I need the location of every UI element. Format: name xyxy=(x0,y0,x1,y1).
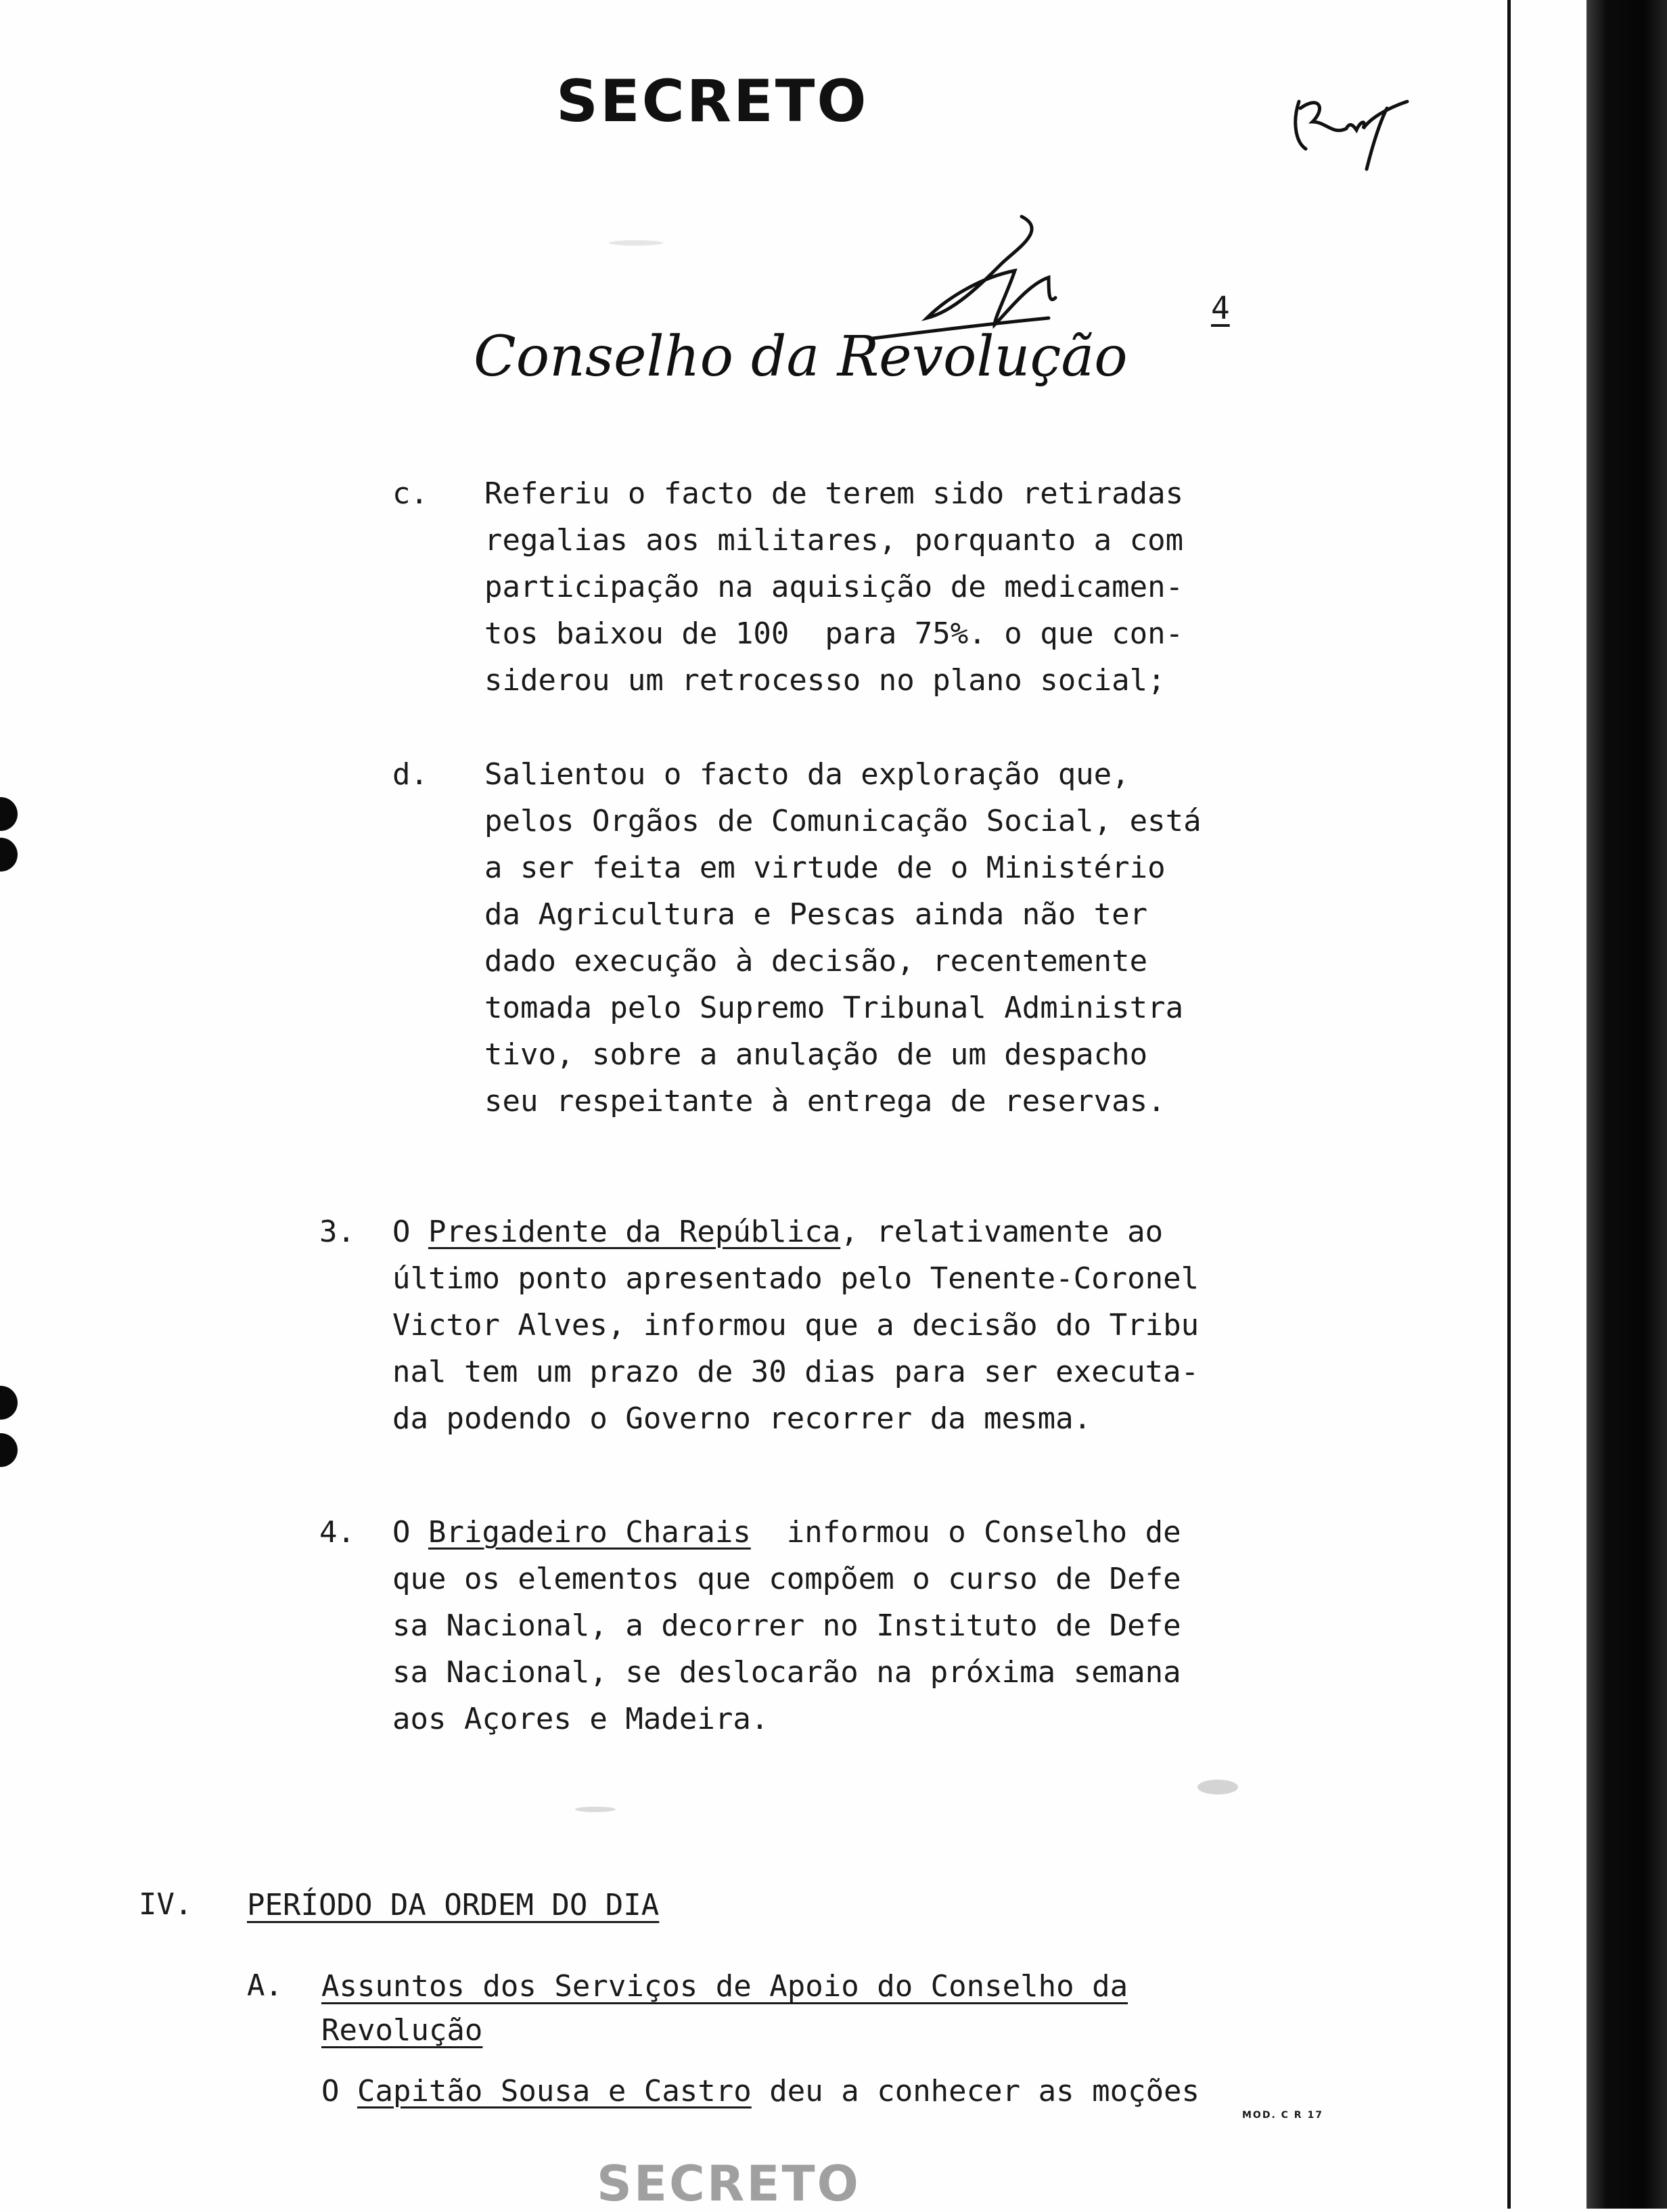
text-line: Salientou o facto da exploração que, xyxy=(484,757,1130,792)
text-line: tos baixou de 100 para 75%. o que con- xyxy=(484,616,1184,651)
punch-hole xyxy=(0,1433,18,1467)
underlined-name: Brigadeiro Charais xyxy=(428,1515,751,1550)
section-title: PERÍODO DA ORDEM DO DIA xyxy=(247,1888,660,1922)
punch-hole xyxy=(0,838,18,872)
point-3-text xyxy=(392,1209,1199,1442)
text-line: da podendo o Governo recorrer da mesma. xyxy=(392,1401,1092,1436)
text-line: Referiu o facto de terem sido retiradas xyxy=(484,476,1184,511)
point-number: 4. xyxy=(319,1515,355,1550)
page-number: 4 xyxy=(1211,290,1230,326)
scan-speck xyxy=(575,1807,616,1812)
text-run: O xyxy=(321,2074,357,2108)
text-line: sa Nacional, a decorrer no Instituto de Defe xyxy=(392,1608,1181,1643)
text-line: participação na aquisição de medicamen- xyxy=(484,570,1184,604)
binding-line xyxy=(1507,0,1511,2209)
text-line: pelos Orgãos de Comunicação Social, está xyxy=(484,804,1202,838)
text-line: da Agricultura e Pescas ainda não ter xyxy=(484,897,1148,932)
point-4-text xyxy=(392,1509,1181,1742)
text-line xyxy=(392,1209,1199,1255)
text-line: siderou um retrocesso no plano social; xyxy=(484,663,1166,698)
subsection-letter: A. xyxy=(247,1968,283,2003)
text-run: O xyxy=(392,1215,428,1249)
text-line: que os elementos que compõem o curso de Defe xyxy=(392,1562,1181,1596)
text-run: O xyxy=(392,1515,428,1550)
letterhead: Conselho da Revolução xyxy=(474,325,1128,389)
text-line: nal tem um prazo de 30 dias para ser executa- xyxy=(392,1355,1200,1389)
point-number: 3. xyxy=(319,1215,355,1249)
section-number: IV. xyxy=(139,1887,193,1922)
text-run: , relativamente ao xyxy=(840,1215,1164,1249)
text-line: último ponto apresentado pelo Tenente-Coronel xyxy=(392,1261,1200,1296)
subsection-title-line: Assuntos dos Serviços de Apoio do Conselho da xyxy=(321,1969,1128,2004)
item-d-text xyxy=(484,751,1202,1125)
text-line: a ser feita em virtude de o Ministério xyxy=(484,851,1166,885)
handwritten-initials xyxy=(1285,81,1421,183)
subsection-body xyxy=(321,2068,1200,2115)
punch-hole xyxy=(0,797,18,831)
text-line: sa Nacional, se deslocarão na próxima semana xyxy=(392,1655,1181,1690)
item-marker: d. xyxy=(392,757,428,792)
text-line: Victor Alves, informou que a decisão do Tribu xyxy=(392,1308,1200,1342)
binding-edge xyxy=(1586,0,1667,2209)
classification-stamp-top: SECRETO xyxy=(556,68,869,135)
classification-stamp-bottom: SECRETO xyxy=(597,2155,861,2212)
text-line xyxy=(392,1509,1181,1556)
text-run: deu a conhecer as moções xyxy=(751,2074,1200,2108)
form-code: MOD. C R 17 xyxy=(1242,2110,1323,2121)
text-line: aos Açores e Madeira. xyxy=(392,1702,769,1736)
text-line: dado execução à decisão, recentemente xyxy=(484,944,1148,978)
text-line: seu respeitante à entrega de reservas. xyxy=(484,1084,1166,1119)
underlined-name: Capitão Sousa e Castro xyxy=(357,2074,752,2108)
scan-speck xyxy=(1197,1780,1238,1795)
punch-hole xyxy=(0,1386,18,1420)
text-line: tomada pelo Supremo Tribunal Administra xyxy=(484,991,1184,1025)
text-line: tivo, sobre a anulação de um despacho xyxy=(484,1037,1148,1072)
item-marker: c. xyxy=(392,476,428,511)
text-run: informou o Conselho de xyxy=(750,1515,1181,1550)
underlined-name: Presidente da República xyxy=(428,1215,841,1249)
subsection-title-line: Revolução xyxy=(321,2013,483,2048)
scan-speck xyxy=(609,240,663,246)
text-line: regalias aos militares, porquanto a com xyxy=(484,523,1184,558)
item-c-text xyxy=(484,470,1183,704)
